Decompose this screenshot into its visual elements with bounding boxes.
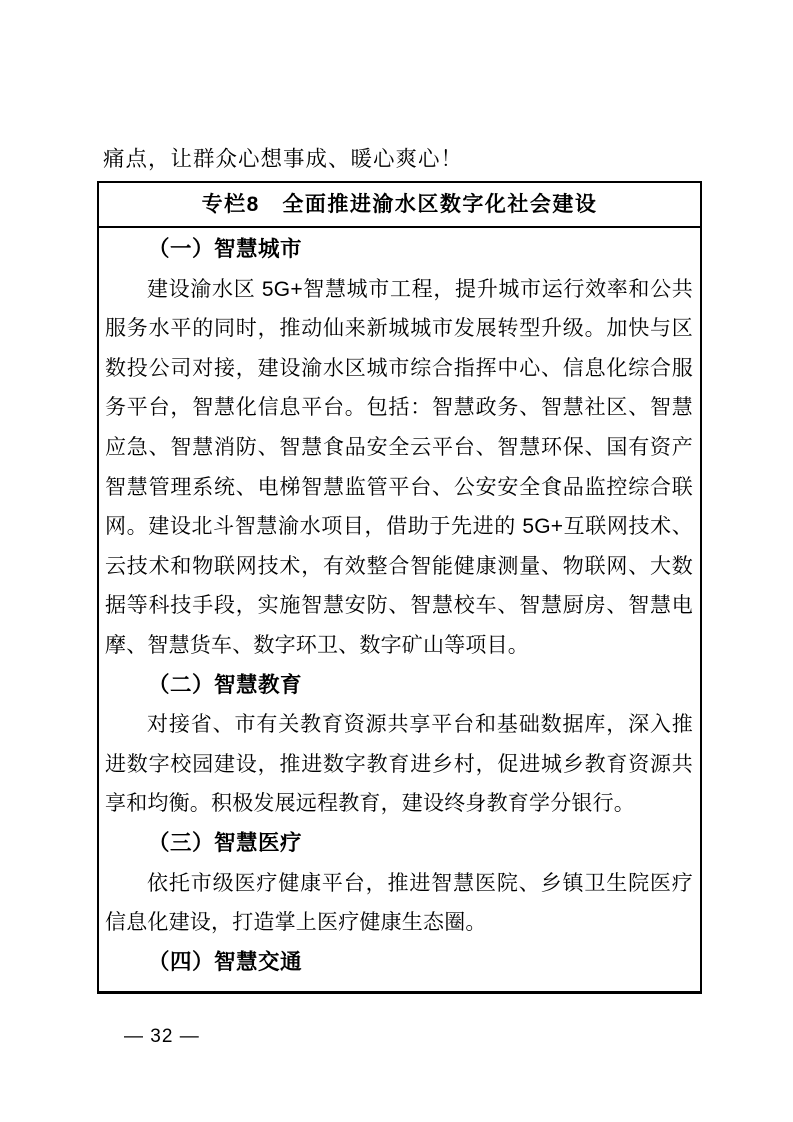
column-8-panel bbox=[97, 181, 702, 994]
section-heading: （二）智慧教育 bbox=[148, 672, 303, 697]
section-heading: （三）智慧医疗 bbox=[148, 830, 303, 855]
section-heading: （一）智慧城市 bbox=[148, 237, 303, 261]
section-paragraph: 依托市级医疗健康平台，推进智慧医院、乡镇卫生院医疗信息化建设，打造掌上医疗健康生态圈。 bbox=[105, 871, 693, 935]
panel-body bbox=[99, 228, 700, 991]
page-number: — 32 — bbox=[124, 1026, 200, 1047]
section-paragraph: 建设渝水区 5G+智慧城市工程，提升城市运行效率和公共服务水平的同时，推动仙来新城城市发展转型升级。加快与区数投公司对接，建设渝水区城市综合指挥中心、信息化综合服务平台，智慧化信息平台。包括：智慧政务、智慧社区、智慧应急、智慧消防、智慧食品安全云平台、智慧环保、国有资产智慧管理系统、电梯智慧监管平台、公安安全食品监控综合联网。建设北斗智慧渝水项目，借助于先进的 5G+互联网技术、云技术和物联网技术，有效整合智能健康测量、物联网、大数据等科技手段，实施智慧安防、智慧校车、智慧厨房、智慧电摩、智慧货车、数字环卫、数字矿山等项目。 bbox=[105, 277, 693, 657]
section-paragraph: 对接省、市有关教育资源共享平台和基础数据库，深入推进数字校园建设，推进数字教育进乡村，促进城乡教育资源共享和均衡。积极发展远程教育，建设终身教育学分银行。 bbox=[105, 713, 693, 816]
panel-title: 专栏8 全面推进渝水区数字化社会建设 bbox=[99, 183, 700, 228]
section-heading: （四）智慧交通 bbox=[148, 949, 303, 974]
intro-paragraph-continuation: 痛点，让群众心想事成、暖心爽心！ bbox=[103, 147, 464, 171]
